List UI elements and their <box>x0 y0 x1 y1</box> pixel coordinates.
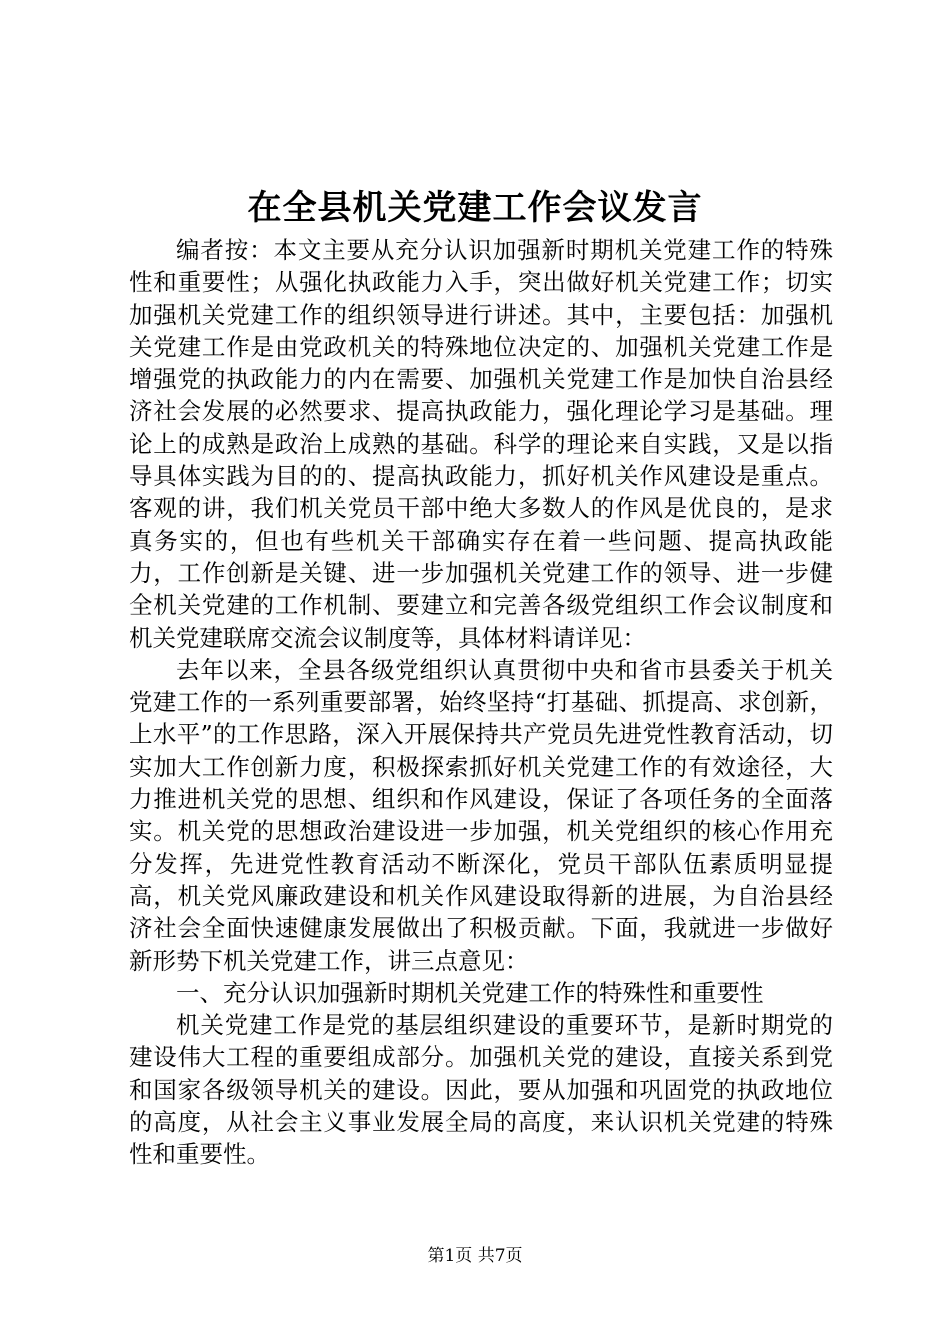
document-body <box>129 234 833 1171</box>
section-heading-1: 一、充分认识加强新时期机关党建工作的特殊性和重要性 <box>176 978 764 1007</box>
body-paragraph-1: 去年以来，全县各级党组织认真贯彻中央和省市县委关于机关党建工作的一系列重要部署，始终坚持“打基础、抓提高、求创新，上水平”的工作思路，深入开展保持共产党员先进党性教育活动，切实加大工作创新力度，积极探索抓好机关党建工作的有效途径，大力推进机关党的思想、组织和作风建设，保证了各项任务的全面落实。机关党的思想政治建设进一步加强，机关党组织的核心作用充分发挥，先进党性教育活动不断深化，党员干部队伍素质明显提高，机关党风廉政建设和机关作风建设取得新的进展，为自治县经济社会全面快速健康发展做出了积极贡献。下面，我就进一步做好新形势下机关党建工作，讲三点意见： <box>129 655 833 975</box>
page-number-footer: 第1页 共7页 <box>427 1246 523 1266</box>
body-paragraph-2: 机关党建工作是党的基层组织建设的重要环节，是新时期党的建设伟大工程的重要组成部分。加强机关党的建设，直接关系到党和国家各级领导机关的建设。因此，要从加强和巩固党的执政地位的高度，从社会主义事业发展全局的高度，来认识机关党建的特殊性和重要性。 <box>129 1011 833 1169</box>
document-title: 在全县机关党建工作会议发言 <box>247 188 703 228</box>
editor-note-paragraph: 编者按：本文主要从充分认识加强新时期机关党建工作的特殊性和重要性；从强化执政能力入手，突出做好机关党建工作；切实加强机关党建工作的组织领导进行讲述。其中，主要包括：加强机关党建工作是由党政机关的特殊地位决定的、加强机关党建工作是增强党的执政能力的内在需要、加强机关党建工作是加快自治县经济社会发展的必然要求、提高执政能力，强化理论学习是基础。理论上的成熟是政治上成熟的基础。科学的理论来自实践，又是以指导具体实践为目的的、提高执政能力，抓好机关作风建设是重点。客观的讲，我们机关党员干部中绝大多数人的作风是优良的，是求真务实的，但也有些机关干部确实存在着一些问题、提高执政能力，工作创新是关键、进一步加强机关党建工作的领导、进一步健全机关党建的工作机制、要建立和完善各级党组织工作会议制度和机关党建联席交流会议制度等，具体材料请详见： <box>129 236 833 652</box>
